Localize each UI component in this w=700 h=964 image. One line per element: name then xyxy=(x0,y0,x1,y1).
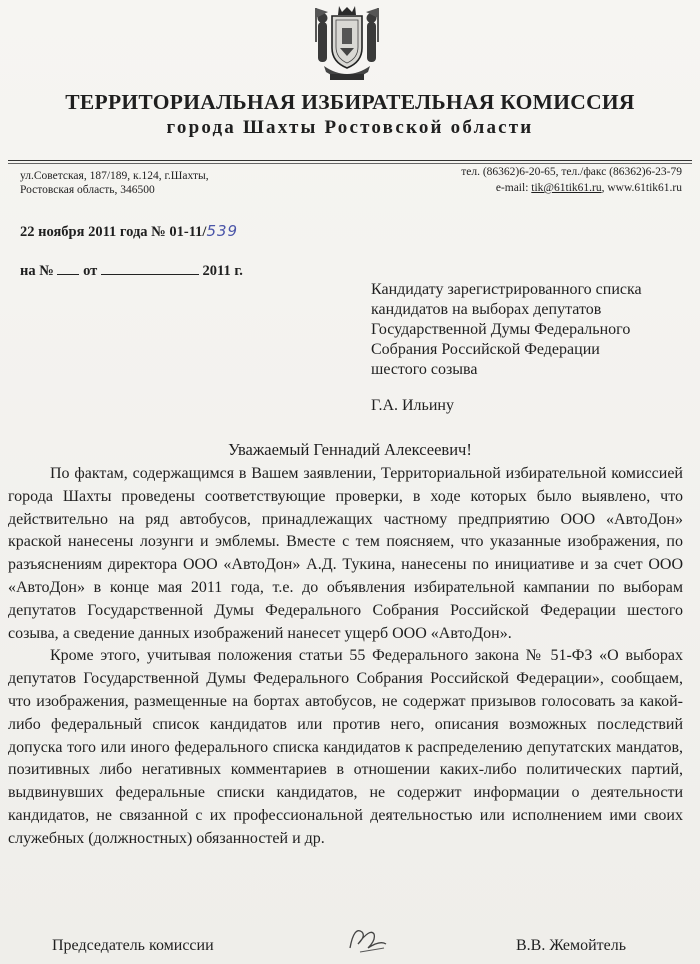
phone-line: тел. (86362)6-20-65, тел./факс (86362)6-23-79 xyxy=(461,166,682,178)
reference-year: 2011 г. xyxy=(202,263,243,279)
letter-body xyxy=(8,463,683,851)
addressee-line: шестого созыва xyxy=(371,361,478,378)
body-paragraph: По фактам, содержащимся в Вашем заявлении, Территориальной избирательной комиссией города Шахты проведены соответствующие проверки, в ходе которых было выявлено, что действительно на ряд автобусов, принадлежащих частному предприятию ООО «АвтоДон» краской нанесены лозунги и эмблемы. Вместе с тем поясняем, что указанные изображения, по разъяснениям директора ООО «АвтоДон» А.Д. Тукина, нанесены по инициативе и за счет ООО «АвтоДон» в конце мая 2011 года, т.е. до объявления избирательной кампании по выборам депутатов Государственной Думы Федерального Собрания Российской Федерации шестого созыва, а сведение данных изображений нанесет ущерб ООО «АвтоДон». xyxy=(8,465,683,642)
addressee-block xyxy=(371,280,691,380)
reference-line xyxy=(20,262,243,280)
handwritten-number: 539 xyxy=(206,222,239,240)
reference-on-no: на № xyxy=(20,263,54,279)
header-divider-thin xyxy=(8,163,692,164)
addressee-line: Собрания Российской Федерации xyxy=(371,341,600,358)
website-link[interactable]: www.61tik61.ru xyxy=(607,182,682,194)
org-title: ТЕРРИТОРИАЛЬНАЯ ИЗБИРАТЕЛЬНАЯ КОМИССИЯ xyxy=(65,90,635,114)
address-line-2: Ростовская область, 346500 xyxy=(20,184,155,196)
addressee-line: Кандидату зарегистрированного списка xyxy=(371,281,642,298)
body-paragraph: Кроме этого, учитывая положения статьи 55 Федерального закона № 51-ФЗ «О выборах депутатов Государственной Думы Федерального Собрания Российской Федерации», сообщаем, что изображения, размещенные на бортах автобусов, не содержат призывов голосовать за какой-либо федеральный список кандидатов или против него, описания возможных последствий допуска того или иного федерального списка кандидатов к распределению депутатских мандатов, позитивных либо негативных комментариев в отношении каких-либо политических партий, выдвинувших федеральные списки кандидатов, не содержит информации о деятельности кандидатов, не связанной с их профессиональной деятельностью или исполнением ими своих служебных (должностных) обязанностей и др. xyxy=(8,647,683,847)
outgoing-date-number: 22 ноября 2011 года № 01-11/ xyxy=(20,224,207,240)
signer-name: В.В. Жемойтель xyxy=(516,937,627,954)
email-website-line xyxy=(496,182,682,194)
coat-of-arms-icon xyxy=(312,2,382,84)
reference-number-blank xyxy=(57,262,79,275)
outgoing-number xyxy=(20,222,238,241)
addressee-line: Государственной Думы Федерального xyxy=(371,321,631,338)
addressee-line: кандидатов на выборах депутатов xyxy=(371,301,602,318)
addressee-name: Г.А. Ильину xyxy=(371,397,454,414)
email-label: e-mail: xyxy=(495,182,532,194)
salutation: Уважаемый Геннадий Алексеевич! xyxy=(228,440,472,459)
web-separator: , xyxy=(601,182,608,194)
signer-title: Председатель комиссии xyxy=(52,937,214,954)
email-link[interactable]: tik@61tik61.ru xyxy=(531,182,602,194)
header-divider xyxy=(8,160,692,161)
org-subtitle: города Шахты Ростовской области xyxy=(166,117,534,138)
address-line-1: ул.Советская, 187/189, к.124, г.Шахты, xyxy=(20,170,209,182)
reference-from: от xyxy=(83,263,98,279)
handwritten-signature-icon xyxy=(340,918,400,960)
reference-date-blank xyxy=(101,262,199,275)
